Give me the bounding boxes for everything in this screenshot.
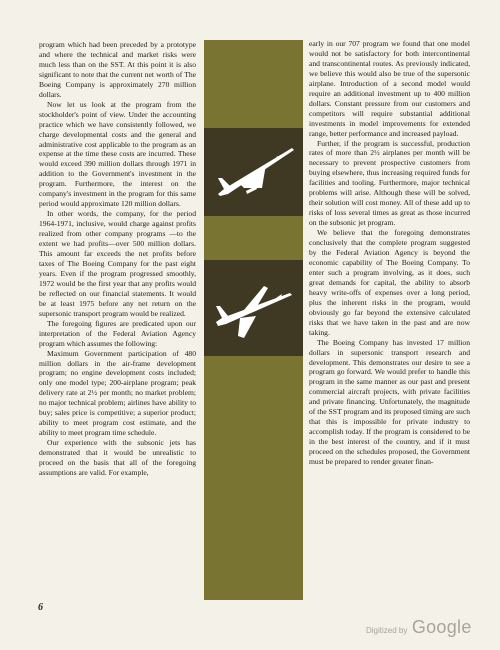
page-number: 6	[38, 602, 43, 613]
supersonic-jet-icon	[204, 260, 303, 356]
right-text-column	[309, 39, 470, 467]
paragraph: The foregoing figures are predicated upon our interpretation of the Federal Aviation Agency program which assumes the following:	[39, 318, 196, 348]
paragraph: The Boeing Company has invested 17 million dollars in supersonic transport research and development. This demonstrates our desire to see a program go forward. We would prefer to handle this program in the same manner as our past and present commercial aircraft projects, with private facilities and private financing. Unfortunately, the magnitude of the SST program and its proposed timing are such that this is impossible for private industry to accomplish today. If the program is considered to be in the best interest of the country, and if it must proceed on the schedules proposed, the Government must be prepared to render greater finan-	[309, 337, 470, 467]
paragraph: We believe that the foregoing demonstrates conclusively that the complete program suggested by the Federal Aviation Agency is beyond the economic capability of The Boeing Company. To enter such a program involving, as it does, such great demands for capital, the ability to absorb heavy write-offs of expenses over a long period, plus the inherent risks in the program, would obviously go far beyond the extensive calculated risks that we have taken in the past and are now taking.	[309, 228, 470, 337]
supersonic-jet-icon	[204, 128, 303, 216]
watermark-prefix: Digitized by	[366, 626, 408, 635]
paragraph: early in our 707 program we found that one model would not be satisfactory for both intercontinental and transcontinental routes. As previously indicated, we believe this would also be true of the supersonic airplane. Introduction of a second model would require an additional investment up to 400 million dollars. Constant pressure from our customers and competitors will require substantial additional investments in model improvements for extended range, better performance and increased payload.	[309, 39, 470, 138]
paragraph: Further, if the program is successful, production rates of more than 2½ airplanes per month will be necessary to prevent prospective customers from buying elsewhere, thus increasing required funds for facilities and tooling. Furthermore, major technical problems will arise. Although these will be solved, their solution will cost money. All of these add up to risks of loss several times as great as those incurred on the subsonic jet program.	[309, 138, 470, 228]
paragraph: Maximum Government participation of 480 million dollars in the air-frame development program; no engine development costs included; only one model type; 200-airplane program; peak delivery rate at 2½ per month; no market problem; no major technical problem; airlines have ability to buy; sales price is competitive; a superior product; ability to meet program cost estimate, and the ability to meet program time schedule.	[39, 348, 196, 438]
watermark-brand: Google	[411, 617, 472, 637]
paragraph: Now let us look at the program from the stockholder's point of view. Under the accounting practice which we have consistently followed, we charge developmental costs and the general and administrative cost applicable to the program as an expense at the time these costs are incurred. These would exceed 390 million dollars through 1971 in addition to the Government's investment in the program. Furthermore, the interest on the company's investment in the program for this same period would approximate 120 million dollars.	[39, 99, 196, 209]
sst-illustration-lower	[204, 260, 303, 356]
paragraph: Our experience with the subsonic jets has demonstrated that it would be unrealistic to proceed on the basis that all of the foregoing assumptions are valid. For example,	[39, 438, 196, 477]
paragraph: In other words, the company, for the period 1964-1971, inclusive, would charge against profits realized from other company programs —to the extent we had profits—over 500 million dollars. This amount far exceeds the net profits before taxes of The Boeing Company for the past eight years. Even if the program progressed smoothly, 1972 would be the first year that any profits would be reflected on our financial statements. It would be at least 1975 before any net return on the supersonic transport program would be realized.	[39, 209, 196, 318]
sst-illustration-upper	[204, 128, 303, 216]
digitized-watermark	[366, 617, 472, 638]
paragraph: program which had been preceded by a prototype and where the technical and market risks were much less than on the SST. At this point it is also significant to note that the current net worth of The Boeing Company is approximately 270 million dollars.	[39, 40, 196, 99]
left-text-column	[39, 40, 196, 478]
